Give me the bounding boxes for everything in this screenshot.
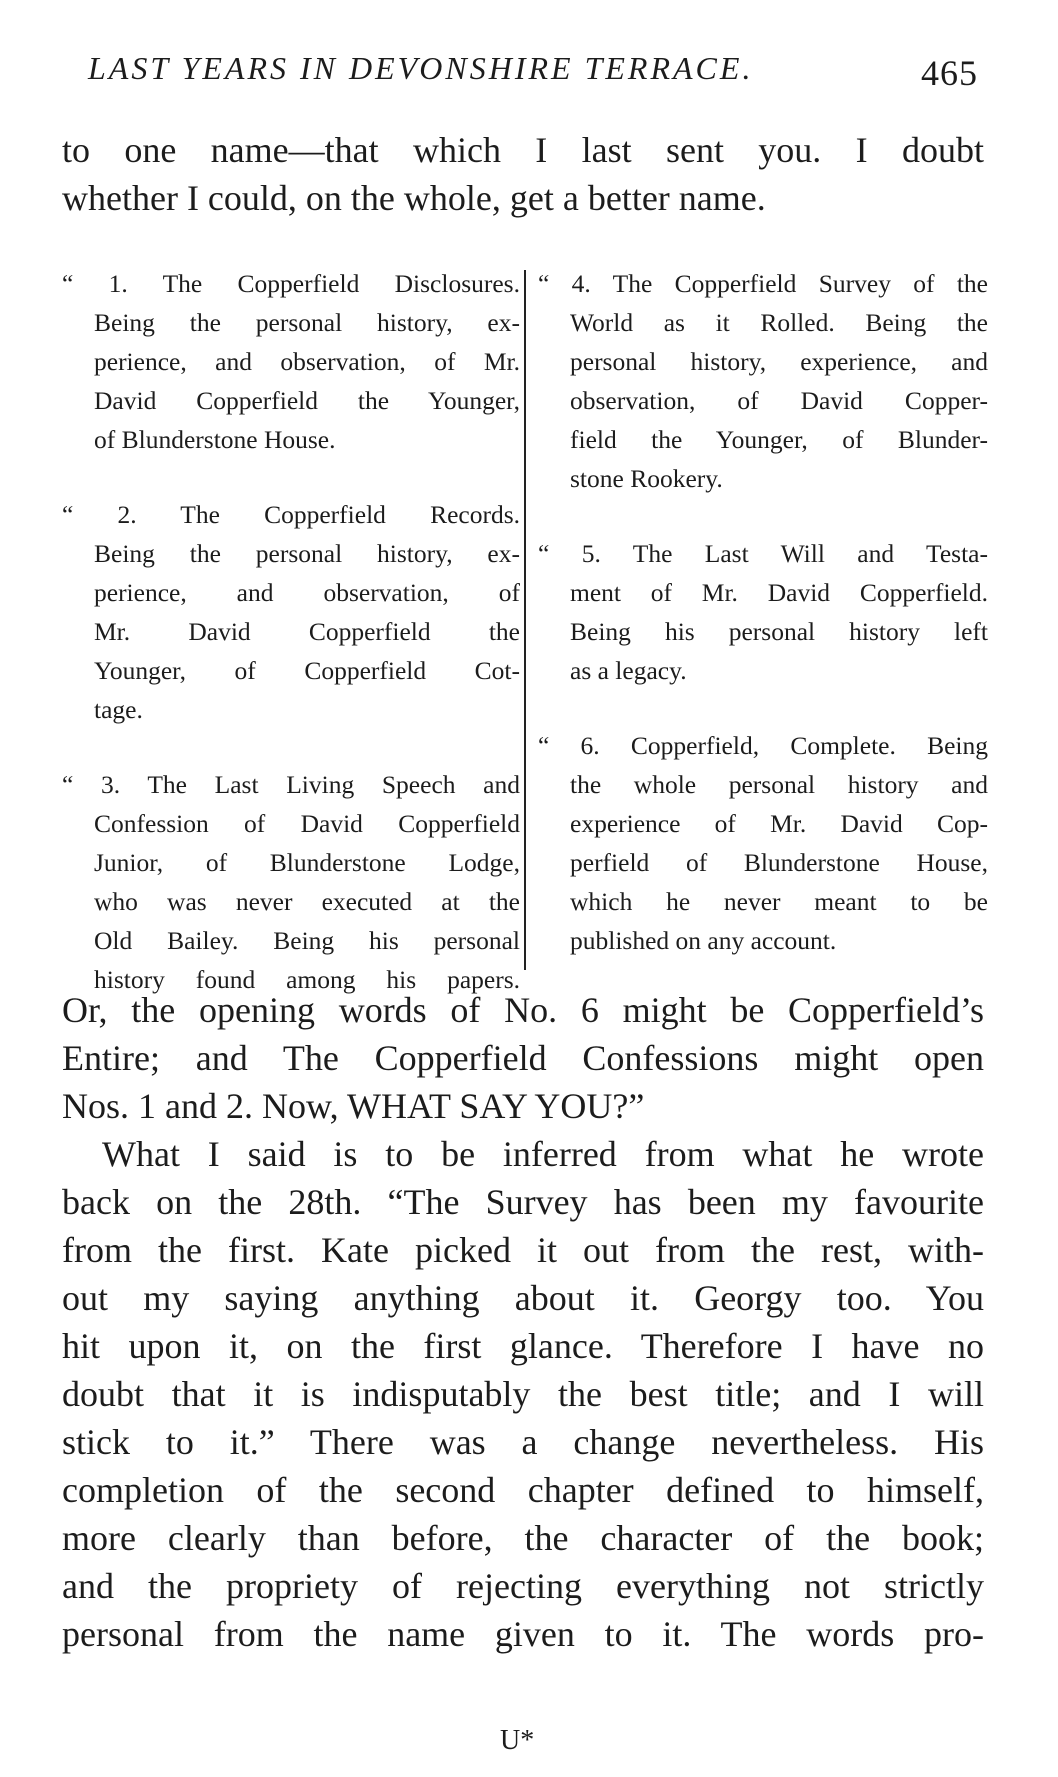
text-line: Nos. 1 and 2. Now, WHAT SAY YOU?” <box>62 1086 645 1126</box>
title-entry-3 <box>62 765 520 999</box>
column-divider <box>524 270 526 970</box>
text-line: and the propriety of rejecting everything not strictly <box>62 1566 984 1606</box>
entry-line: which he never meant to be <box>570 887 988 916</box>
text-line: Or, the opening words of No. 6 might be Copperfield’s <box>62 990 984 1030</box>
text-line: personal from the name given to it. The words pro- <box>62 1614 984 1654</box>
entry-line: experience of Mr. David Cop- <box>570 809 988 838</box>
entry-line: “ 4. The Copperfield Survey of the <box>538 269 988 298</box>
title-entry-6 <box>538 726 988 960</box>
text-line: What I said is to be inferred from what he wrote <box>102 1134 984 1174</box>
entry-line: “ 2. The Copperfield Records. <box>62 500 520 529</box>
text-line: hit upon it, on the first glance. Therefore I have no <box>62 1326 984 1366</box>
entry-line: Old Bailey. Being his personal <box>94 926 520 955</box>
titles-right-column <box>538 264 988 960</box>
main-paragraph <box>62 1130 984 1658</box>
text-line: Entire; and The Copperfield Confessions might open <box>62 1038 984 1078</box>
text-line: stick to it.” There was a change nevertheless. His <box>62 1422 984 1462</box>
entry-line: observation, of David Copper- <box>570 386 988 415</box>
entry-line: personal history, experience, and <box>570 347 988 376</box>
text-line: whether I could, on the whole, get a better name. <box>62 178 766 218</box>
entry-line: as a legacy. <box>570 656 687 685</box>
entry-line: “ 5. The Last Will and Testa- <box>538 539 988 568</box>
text-line: from the first. Kate picked it out from the rest, with- <box>62 1230 984 1270</box>
entry-line: perience, and observation, of <box>94 578 520 607</box>
entry-line: who was never executed at the <box>94 887 520 916</box>
entry-line: Confession of David Copperfield <box>94 809 520 838</box>
text-line: doubt that it is indisputably the best title; and I will <box>62 1374 984 1414</box>
text-line: more clearly than before, the character of the book; <box>62 1518 984 1558</box>
entry-line: “ 6. Copperfield, Complete. Being <box>538 731 988 760</box>
entry-line: of Blunderstone House. <box>94 425 336 454</box>
signature-mark: U* <box>500 1725 535 1756</box>
entry-line: perfield of Blunderstone House, <box>570 848 988 877</box>
text-line: to one name—that which I last sent you. I doubt <box>62 130 984 170</box>
intro-paragraph <box>62 126 984 222</box>
closing-paragraph <box>62 986 984 1130</box>
entry-line: “ 1. The Copperfield Disclosures. <box>62 269 520 298</box>
entry-line: Junior, of Blunderstone Lodge, <box>94 848 520 877</box>
entry-line: Younger, of Copperfield Cot- <box>94 656 520 685</box>
entry-line: stone Rookery. <box>570 464 723 493</box>
entry-line: perience, and observation, of Mr. <box>94 347 520 376</box>
entry-line: Being the personal history, ex- <box>94 308 520 337</box>
entry-line: World as it Rolled. Being the <box>570 308 988 337</box>
entry-line: published on any account. <box>570 926 837 955</box>
entry-line: field the Younger, of Blunder- <box>570 425 988 454</box>
title-entry-1 <box>62 264 520 459</box>
text-line: back on the 28th. “The Survey has been my favourite <box>62 1182 984 1222</box>
title-entry-5 <box>538 534 988 690</box>
entry-line: Being his personal history left <box>570 617 988 646</box>
titles-left-column <box>62 264 520 999</box>
entry-line: Being the personal history, ex- <box>94 539 520 568</box>
entry-line: David Copperfield the Younger, <box>94 386 520 415</box>
running-title: LAST YEARS IN DEVONSHIRE TERRACE. <box>88 50 754 86</box>
running-header <box>88 50 978 87</box>
entry-line: Mr. David Copperfield the <box>94 617 520 646</box>
entry-line: “ 3. The Last Living Speech and <box>62 770 520 799</box>
entry-line: ment of Mr. David Copperfield. <box>570 578 988 607</box>
entry-line: history found among his papers. <box>94 965 520 994</box>
text-line: out my saying anything about it. Georgy too. You <box>62 1278 984 1318</box>
entry-line: tage. <box>94 695 143 724</box>
text-line: completion of the second chapter defined to himself, <box>62 1470 984 1510</box>
page-number: 465 <box>921 53 978 93</box>
title-entry-2 <box>62 495 520 729</box>
entry-line: the whole personal history and <box>570 770 988 799</box>
title-entry-4 <box>538 264 988 498</box>
